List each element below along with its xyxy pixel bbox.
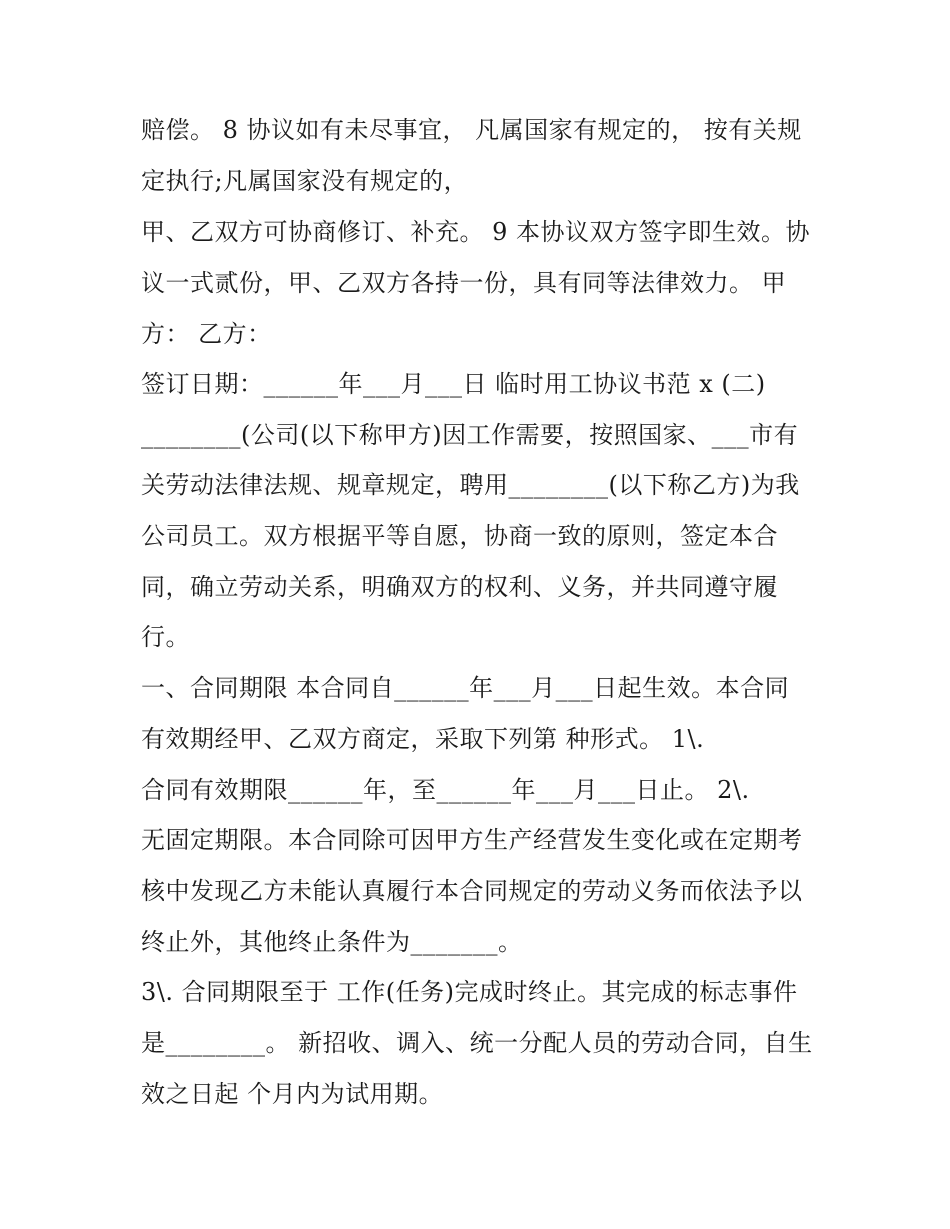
text-line: 终止外，其他终止条件为_______。 bbox=[141, 928, 523, 956]
text-line: 方： 乙方： bbox=[141, 320, 272, 348]
text-line: 关劳动法律法规、规章规定，聘用________(以下称乙方)为我 bbox=[141, 471, 800, 499]
text-line: 议一式贰份，甲、乙双方各持一份，具有同等法律效力。 甲 bbox=[141, 269, 787, 297]
text-line: 赔偿。 8 协议如有未尽事宜， 凡属国家有规定的， 按有关规 bbox=[141, 116, 802, 144]
text-line: 甲、乙双方可协商修订、补充。 9 本协议双方签字即生效。协 bbox=[141, 218, 811, 246]
text-line: 无固定期限。本合同除可因甲方生产经营发生变化或在定期考 bbox=[141, 826, 803, 854]
text-line: 效之日起 个月内为试用期。 bbox=[141, 1080, 444, 1108]
text-line: 合同有效期限______年，至______年___月___日止。 2\. bbox=[141, 776, 750, 804]
text-line: 同，确立劳动关系，明确双方的权利、义务，并共同遵守履 bbox=[141, 573, 778, 601]
text-line: 行。 bbox=[141, 623, 190, 651]
text-line: 定执行;凡属国家没有规定的， bbox=[141, 167, 469, 195]
text-line: 3\. 合同期限至于 工作(任务)完成时终止。其完成的标志事件 bbox=[141, 978, 798, 1006]
text-line: 签订日期：______年___月___日 临时用工协议书范 x (二) bbox=[141, 370, 766, 398]
text-line: 公司员工。双方根据平等自愿，协商一致的原则，签定本合 bbox=[141, 522, 778, 550]
text-line: 一、合同期限 本合同自______年___月___日起生效。本合同 bbox=[141, 674, 790, 702]
text-line: 核中发现乙方未能认真履行本合同规定的劳动义务而依法予以 bbox=[141, 877, 803, 905]
text-line: ________(公司(以下称甲方)因工作需要，按照国家、___市有 bbox=[141, 421, 799, 449]
text-line: 有效期经甲、乙双方商定，采取下列第 种形式。 1\. bbox=[141, 725, 705, 753]
text-line: 是________。 新招收、调入、统一分配人员的劳动合同，自生 bbox=[141, 1029, 813, 1057]
